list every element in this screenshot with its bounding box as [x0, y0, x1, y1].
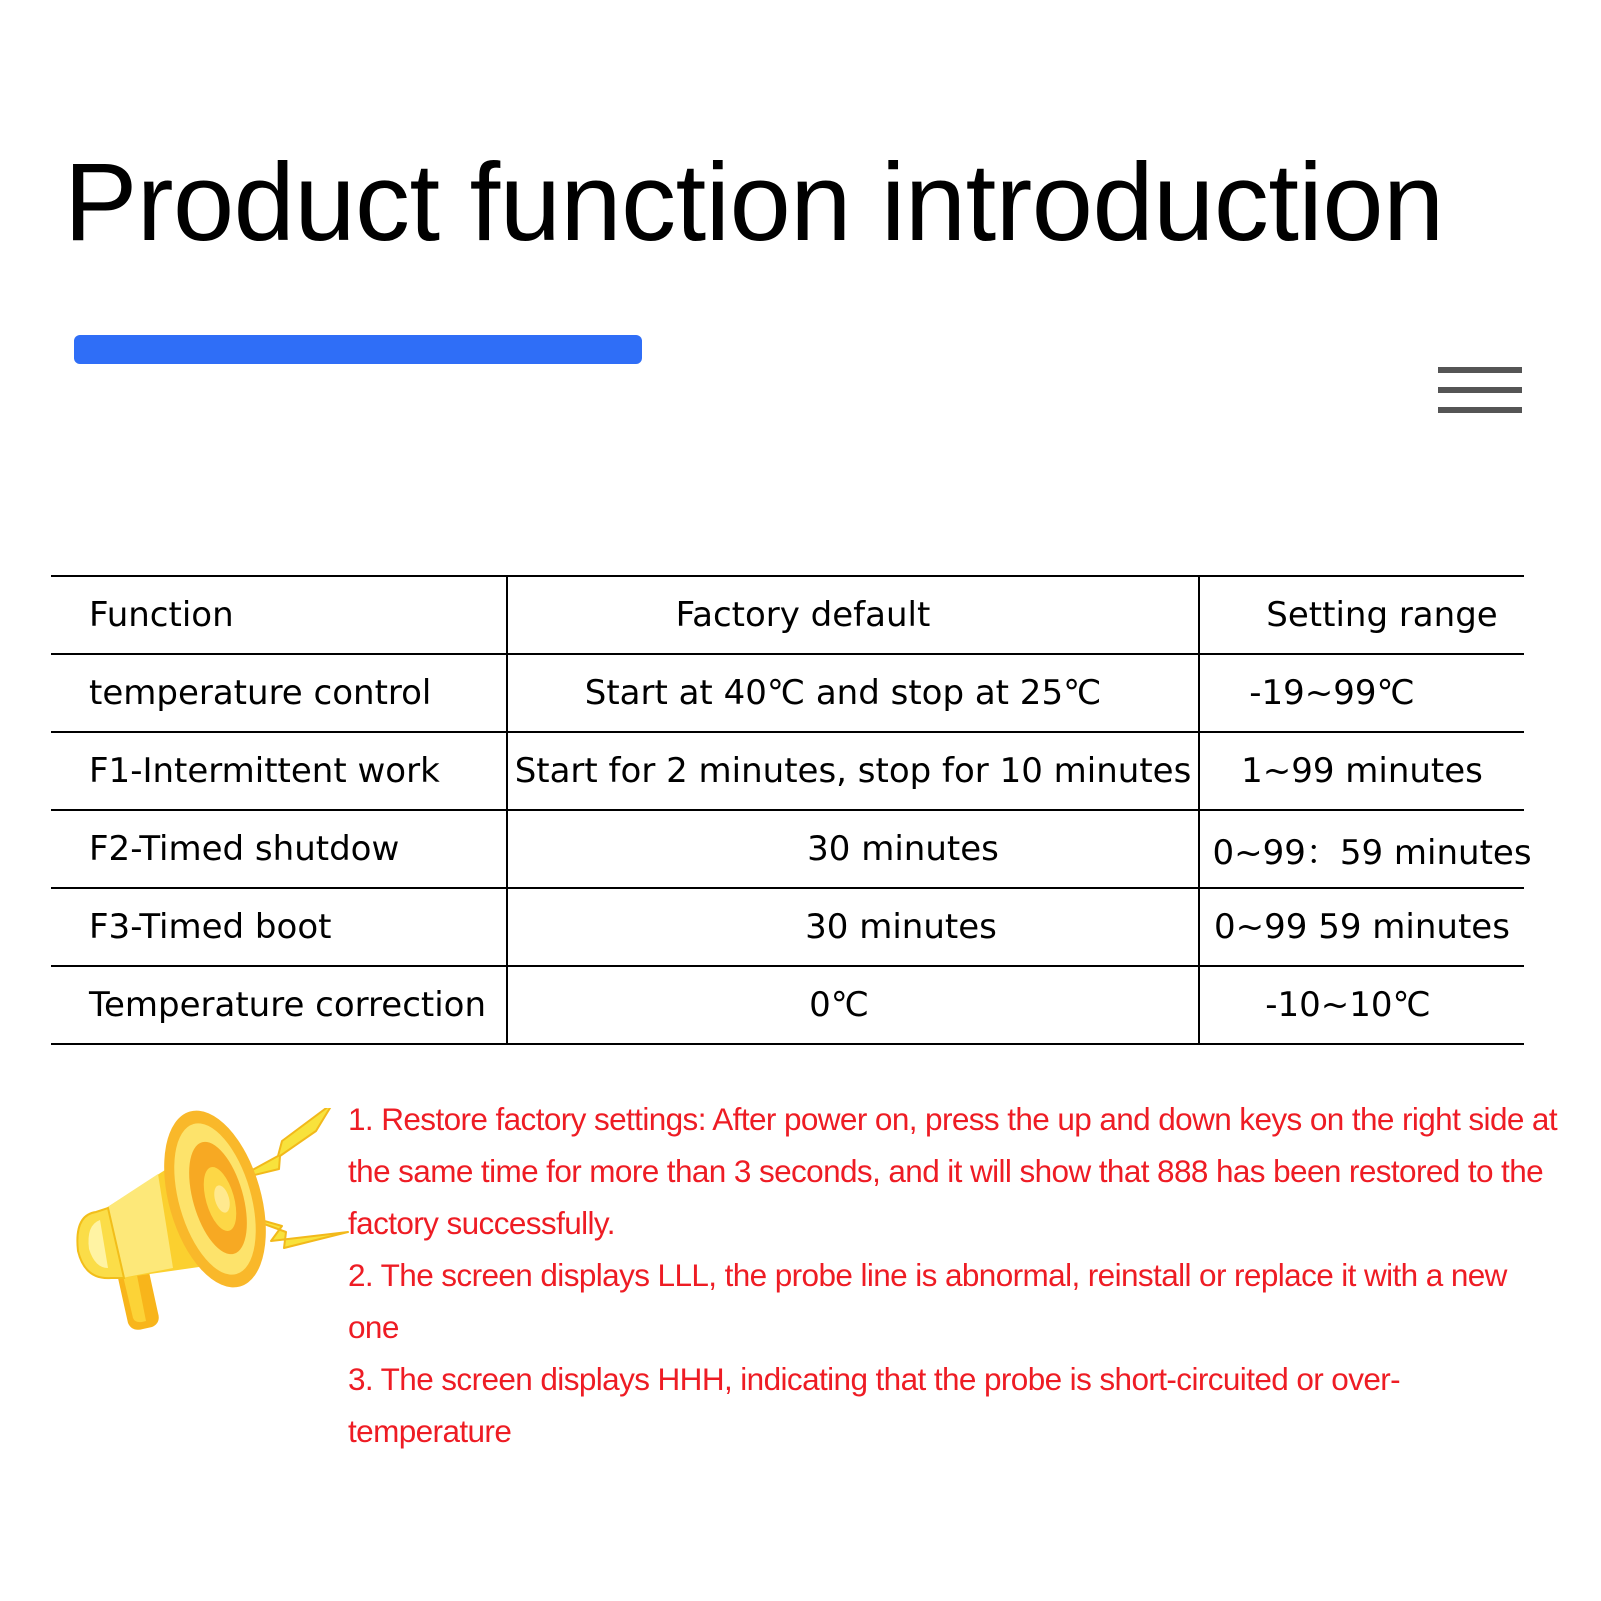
function-cell: F1-Intermittent work [51, 732, 507, 810]
header-factory-default: Factory default [507, 576, 1199, 654]
setting-range-cell: -10~10℃ [1199, 966, 1524, 1044]
setting-range-cell: 0~99：59 minutes [1199, 810, 1524, 888]
function-cell: temperature control [51, 654, 507, 732]
table-header-row [51, 576, 1524, 654]
menu-icon[interactable] [1438, 367, 1522, 414]
table-row [51, 654, 1524, 732]
setting-range-cell: 1~99 minutes [1199, 732, 1524, 810]
table-row [51, 966, 1524, 1044]
note-item: 1. Restore factory settings: After power on, press the up and down keys on the right side at the same time for more than 3 seconds, and it will show that 888 has been restored to the factory successfully. [348, 1101, 1557, 1241]
factory-default-cell: 30 minutes [507, 888, 1199, 966]
factory-default-cell: Start at 40℃ and stop at 25℃ [507, 654, 1199, 732]
setting-range-cell: 0~99 59 minutes [1199, 888, 1524, 966]
note-item: 2. The screen displays LLL, the probe line is abnormal, reinstall or replace it with a new one [348, 1257, 1507, 1345]
table-row [51, 732, 1524, 810]
page-title: Product function introduction [64, 141, 1444, 264]
setting-range-cell: -19~99℃ [1199, 654, 1524, 732]
megaphone-icon [70, 1108, 360, 1358]
notes [348, 1093, 1563, 1457]
header-setting-range: Setting range [1199, 576, 1524, 654]
table-row [51, 888, 1524, 966]
note-item: 3. The screen displays HHH, indicating that the probe is short-circuited or over-temperature [348, 1361, 1401, 1449]
function-table [51, 575, 1532, 1045]
function-cell: Temperature correction [51, 966, 507, 1044]
table-row [51, 810, 1524, 888]
factory-default-cell: 30 minutes [507, 810, 1199, 888]
factory-default-cell: 0℃ [507, 966, 1199, 1044]
accent-bar [74, 335, 642, 364]
factory-default-cell: Start for 2 minutes, stop for 10 minutes [507, 732, 1199, 810]
function-cell: F2-Timed shutdow [51, 810, 507, 888]
header-function: Function [51, 576, 507, 654]
function-cell: F3-Timed boot [51, 888, 507, 966]
